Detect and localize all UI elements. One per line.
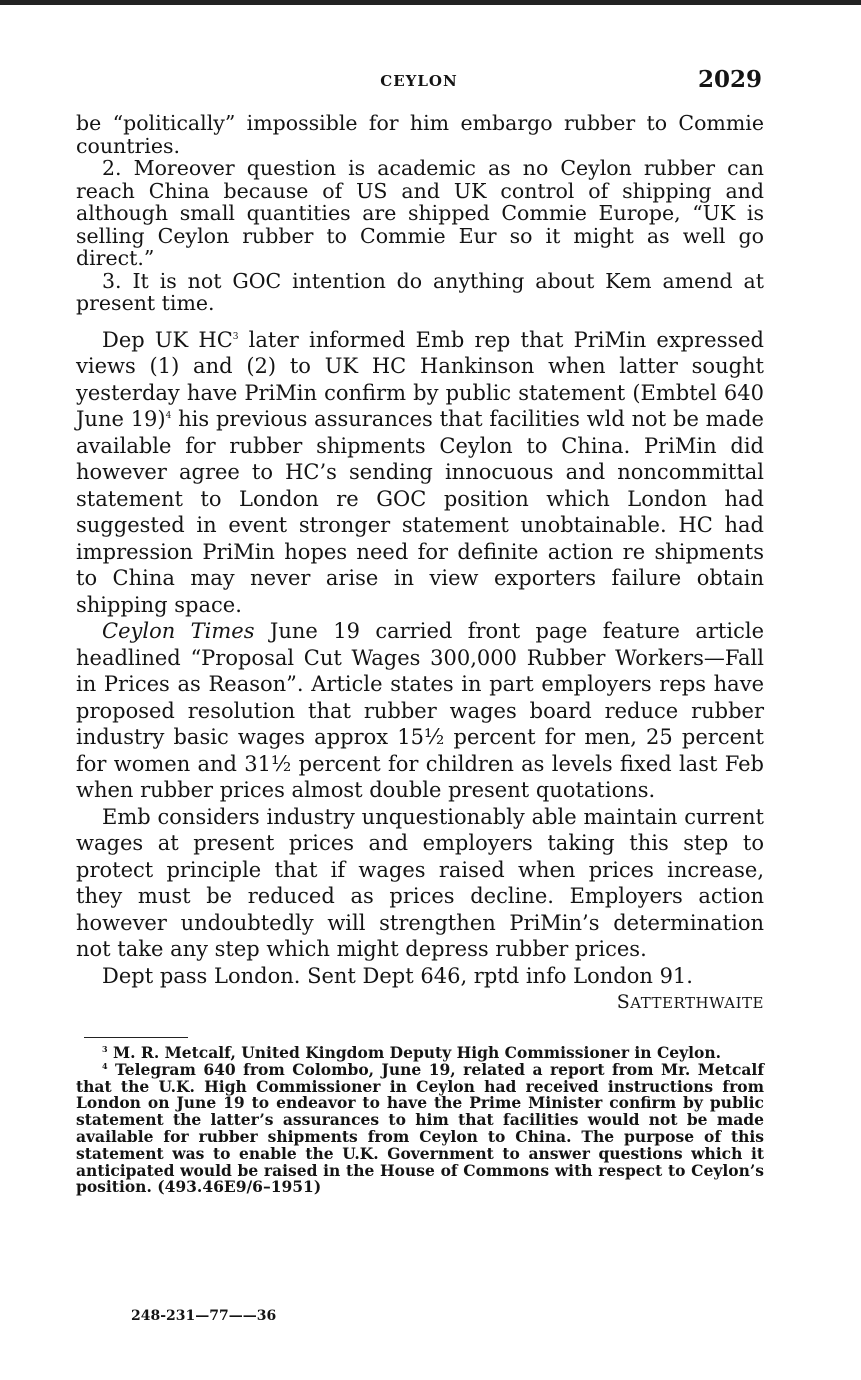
footnote-ref-4: 4 (165, 411, 172, 421)
signature-rest: ATTERTHWAITE (630, 994, 764, 1012)
printer-imprint: 248-231—77——36 (131, 1308, 277, 1324)
continuation-text: be “politically” impossible for him embargo rubber to Commie countries. (76, 111, 764, 158)
footnote-ref-3: 3 (232, 331, 239, 342)
paragraph-ceylon-times (76, 618, 764, 804)
running-head: CEYLON (380, 72, 458, 90)
footnote-4-mark: 4 (102, 1060, 108, 1071)
top-border (0, 0, 861, 5)
paragraph-emb: Emb considers industry unquestionably able maintain current wages at present prices and employers taking this step to protect principle that if wages raised when prices increase, they must be reduced as prices decline. Employers action however undoubtedly will strengthen PriMin’s determination not take any step which might depress rubber prices. (76, 804, 764, 961)
signature (76, 991, 764, 1013)
dep-text-b: later informed Emb rep that PriMin expressed views (1) and (2) to UK HC Hankinson when latter sought yesterday have PriMin confirm by public statement (Embtel 640 June 19) (76, 327, 764, 431)
numbered-point-3: 3. It is not GOC intention do anything about Kem amend at present time. (76, 268, 764, 315)
dep-text-a: Dep UK HC (102, 327, 233, 352)
numbered-point-2: 2. Moreover question is academic as no Ceylon rubber can reach China because of US and UK control of shipping and although small quantities are shipped Commie Europe, “UK is selling Ceylon rubber to Commie Eur so it might as well go direct.” (76, 156, 764, 270)
footnote-rule (84, 1037, 188, 1038)
newspaper-title: Ceylon Times (102, 619, 255, 643)
paragraph-dep-uk-hc (76, 327, 764, 619)
footnote-4 (76, 1059, 764, 1197)
signature-initial: S (616, 991, 631, 1013)
footnote-3-text: M. R. Metcalf, United Kingdom Deputy High Commissioner in Ceylon. (112, 1043, 722, 1062)
page-body (76, 112, 764, 1196)
dep-text-c: his previous assurances that facilities wld not be made available for rubber shipments Ceylon to China. PriMin did however agree to HC’s sending innocuous and noncommittal statement to London re GOC position which London had suggested in event stronger statement unobtainable. HC had impression PriMin hopes need for definite action re shipments to China may never arise in view exporters failure obtain shipping space. (76, 407, 764, 617)
footnote-4-text: Telegram 640 from Colombo, June 19, related a report from Mr. Metcalf that the U.K. High Commissioner in Ceylon had received instructions from London on June 19 to endeavor to have the Prime Minister confirm by public statement the latter’s assurances to him that facilities would not be made available for rubber shipments from Ceylon to China. The purpose of this statement was to enable the U.K. Government to answer questions which it anticipated would be raised in the House of Commons with respect to Ceylon’s position. (493.46E9/6–1951) (76, 1059, 764, 1197)
footnotes (76, 1045, 764, 1196)
page-header (76, 66, 762, 96)
footnote-3-mark: 3 (102, 1044, 108, 1054)
paragraph-dept: Dept pass London. Sent Dept 646, rptd info London 91. (102, 963, 693, 988)
times-text: June 19 carried front page feature article headlined “Proposal Cut Wages 300,000 Rubber Workers—Fall in Prices as Reason”. Article states in part employers reps have proposed resolution that rubber wages board reduce rubber industry basic wages approx 15½ percent for men, 25 percent for women and 31½ percent for children as levels fixed last Feb when rubber prices almost double present quotations. (76, 619, 764, 802)
page-number: 2029 (697, 66, 762, 93)
